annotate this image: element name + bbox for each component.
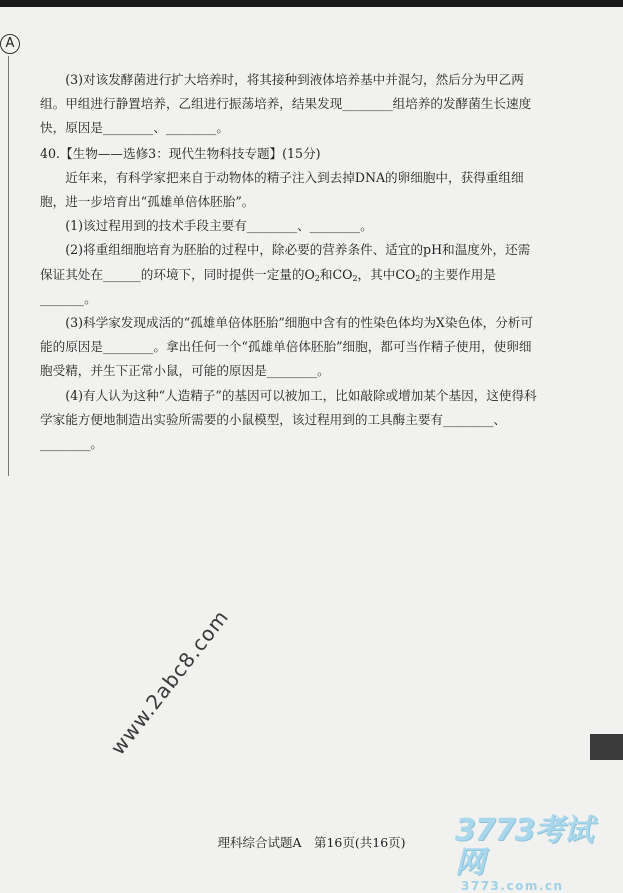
- logo-main-text: 3773考试网: [455, 813, 593, 880]
- page-footer: 理科综合试题A 第16页(共16页): [217, 835, 406, 850]
- part-2-text-b: 和CO: [319, 266, 353, 282]
- question-40-part-4: (4)有人认为这种“人造精子”的基因可以被加工，比如敲除或增加某个基因，这使得科学家能方便地制造出实验所需要的小鼠模型，该过程用到的工具酶主要有________、________。: [40, 387, 537, 452]
- exam-text: [40, 68, 540, 456]
- question-40-part-3: (3)科学家发现成活的“孤雄单倍体胚胎”细胞中含有的性染色体均为X染色体，分析可能的原因是________。拿出任何一个“孤雄单倍体胚胎”细胞，都可当作精子使用，使卵细胞受精，并生下正常小鼠，可能的原因是________。: [40, 315, 534, 379]
- part-2-text-c: ，其中CO: [357, 266, 416, 282]
- question-40-part-2: [40, 238, 540, 311]
- site-logo: [455, 815, 620, 893]
- subscript-co2-b: 2: [415, 273, 421, 283]
- part-2-text-d: 的主要作用是_______。: [40, 266, 496, 306]
- part-2-text-a: (2)将重组细胞培育为胚胎的过程中，除必要的营养条件、适宜的pH和温度外，还需保证其处在______的环境下，同时提供一定量的O: [40, 242, 531, 282]
- paper-version-marker: A: [0, 34, 20, 54]
- logo-domain-text: 3773.com.cn: [461, 879, 564, 893]
- scan-edge-mark: [590, 734, 623, 760]
- subscript-co2-a: 2: [352, 273, 358, 283]
- subscript-o2: 2: [314, 273, 320, 283]
- scan-top-edge: [0, 0, 623, 7]
- binding-line: [8, 56, 9, 476]
- url-watermark: www.2abc8.com: [105, 605, 234, 760]
- question-40-intro: 近年来，有科学家把来自于动物体的精子注入到去掉DNA的卵细胞中，获得重组细胞，进一步培育出“孤雄单倍体胚胎”。: [40, 169, 524, 210]
- question-40-title: 40.【生物——选修3：现代生物科技专题】(15分): [40, 145, 321, 161]
- question-40-part-1: (1)该过程用到的技术手段主要有________、________。: [65, 218, 373, 234]
- question-39-part-3: (3)对该发酵菌进行扩大培养时，将其接种到液体培养基中并混匀，然后分为甲乙两组。甲组进行静置培养，乙组进行振荡培养，结果发现________组培养的发酵菌生长速度快，原因是________、________。: [40, 72, 532, 136]
